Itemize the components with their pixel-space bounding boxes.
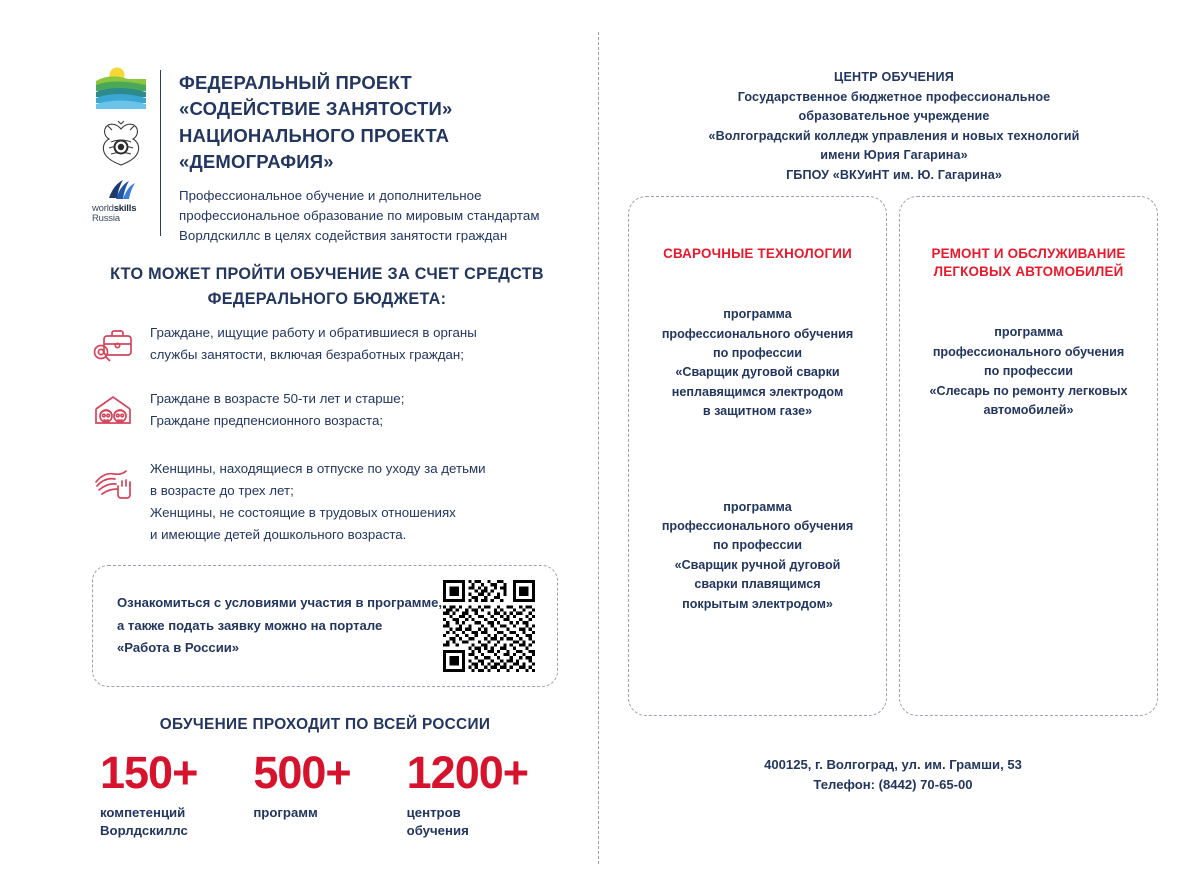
program-cards-row (628, 196, 1158, 716)
stat-number: 150+ (100, 747, 198, 798)
list-item-line: в возрасте до трех лет; (150, 483, 294, 499)
program-list (914, 323, 1143, 420)
worldskills-mark-icon (106, 178, 136, 202)
worldskills-country: Russia (92, 212, 120, 224)
brand-title-line: «СОДЕЙСТВИЕ ЗАНЯТОСТИ» (179, 98, 453, 120)
list-item-line: и имеющие детей дошкольного возраста. (150, 527, 407, 543)
list-item (92, 322, 562, 366)
training-center-line: образовательное учреждение (798, 109, 990, 124)
program-entry-line: неплавящимся электродом (671, 384, 844, 399)
qr-info-text (117, 592, 443, 660)
list-item (92, 458, 562, 546)
program-card-title-line: СВАРОЧНЫЕ ТЕХНОЛОГИИ (663, 246, 852, 261)
qr-info-box (92, 565, 558, 687)
elderly-couple-house-icon (92, 388, 148, 432)
stat-label-line: центров (406, 805, 461, 820)
stat-label (100, 804, 253, 841)
stat-label-line: компетенций (100, 805, 186, 820)
list-item-text (148, 458, 486, 546)
program-entry-line: «Слесарь по ремонту легковых (929, 383, 1128, 398)
program-entry-line: сварки плавящимся (694, 577, 821, 592)
brand-title (179, 70, 562, 175)
program-entry-line: программа (723, 499, 792, 514)
stat-label-line: Ворлдскиллс (100, 823, 188, 839)
stat-label-line: программ (253, 805, 318, 820)
list-item-line: Граждане в возрасте 50-ти лет и старше; (150, 391, 405, 407)
stat-centers (406, 747, 560, 841)
stat-number: 500+ (253, 747, 351, 798)
training-center-line: ГБПОУ «ВКУиНТ им. Ю. Гагарина» (786, 167, 1002, 182)
list-item-line: службы занятости, включая безработных граждан; (150, 347, 464, 363)
brand-title-line: ФЕДЕРАЛЬНЫЙ ПРОЕКТ (179, 72, 412, 93)
list-item-text (148, 322, 477, 366)
training-center-block (626, 68, 1162, 185)
eligibility-heading-line: ФЕДЕРАЛЬНОГО БЮДЖЕТА: (207, 290, 447, 309)
program-entry (914, 323, 1143, 420)
brand-subtitle-line: Профессиональное обучение и дополнительное (179, 188, 482, 204)
brand-text-block (161, 62, 562, 247)
brand-subtitle-line: Ворлдскиллс в целях содействия занятости граждан (179, 228, 508, 244)
program-list (643, 305, 872, 614)
stat-label (253, 804, 406, 822)
program-entry (643, 498, 872, 614)
list-item-line: Женщины, находящиеся в отпуске по уходу за детьми (150, 461, 486, 477)
stat-label-line: обучения (406, 823, 469, 839)
worldskills-word-light: world (92, 203, 114, 214)
program-entry-line: покрытым электродом» (682, 596, 833, 611)
program-entry-line: по профессии (984, 364, 1073, 379)
training-center-line: имени Юрия Гагарина» (820, 148, 968, 163)
program-entry-line: программа (994, 325, 1063, 340)
right-panel (598, 0, 1190, 895)
contact-phone: Телефон: (8442) 70-65-00 (813, 777, 973, 793)
list-item-line: Граждане предпенсионного возраста; (150, 413, 384, 429)
list-item (92, 388, 562, 432)
list-item-line: Женщины, не состоящие в трудовых отношениях (150, 505, 456, 521)
qr-info-line: а также подать заявку можно на портале (117, 617, 383, 633)
contact-address: 400125, г. Волгоград, ул. им. Грамши, 53 (764, 757, 1022, 772)
list-item-text (148, 388, 404, 432)
program-entry-line: «Сварщик ручной дуговой (674, 557, 841, 572)
program-card-title (643, 245, 872, 263)
program-entry-line: по профессии (713, 346, 802, 360)
program-entry-line: «Сварщик дуговой сварки (675, 365, 840, 380)
russian-coat-of-arms-logo (98, 120, 144, 168)
logo-stack (92, 62, 150, 247)
eligibility-list (92, 322, 562, 569)
program-card-car-repair (899, 196, 1158, 716)
program-entry-line: профессионального обучения (661, 326, 854, 341)
stat-label (407, 804, 560, 841)
brand-subtitle-line: профессиональное образование по мировым стандартам (179, 208, 540, 224)
program-entry (643, 305, 872, 421)
program-card-title (914, 245, 1143, 281)
training-center-details (626, 88, 1162, 186)
eligibility-heading (92, 262, 562, 312)
stat-competencies (100, 747, 253, 841)
qr-info-line: «Работа в России» (117, 640, 240, 656)
worldskills-word-bold: skills (113, 203, 137, 214)
program-card-welding (628, 196, 887, 716)
program-entry-line: автомобилей» (983, 403, 1074, 417)
eligibility-heading-line: КТО МОЖЕТ ПРОЙТИ ОБУЧЕНИЕ ЗА СЧЕТ СРЕДСТВ (110, 265, 544, 283)
program-entry-line: по профессии (713, 538, 802, 553)
qr-info-line: Ознакомиться с условиями участия в программе, (117, 595, 443, 611)
program-entry-line: программа (723, 307, 792, 322)
stats-row (100, 747, 560, 841)
brand-subtitle (179, 186, 562, 247)
stats-heading: ОБУЧЕНИЕ ПРОХОДИТ ПО ВСЕЙ РОССИИ (159, 716, 491, 733)
qr-code-icon[interactable] (443, 580, 535, 672)
brand-header (92, 62, 562, 247)
worldskills-wordmark (92, 204, 136, 223)
program-entry-line: в защитном газе» (702, 404, 813, 419)
program-entry-line: профессионального обучения (661, 518, 854, 533)
training-center-line: Государственное бюджетное профессиональное (737, 89, 1051, 104)
program-card-title-line: РЕМОНТ И ОБСЛУЖИВАНИЕ (931, 246, 1126, 261)
training-center-title: ЦЕНТР ОБУЧЕНИЯ (834, 70, 954, 84)
stat-number: 1200+ (406, 747, 529, 798)
brand-title-line: НАЦИОНАЛЬНОГО ПРОЕКТА «ДЕМОГРАФИЯ» (179, 124, 450, 172)
helping-hands-icon (92, 458, 148, 502)
training-center-line: «Волгоградский колледж управления и новых технологий (708, 128, 1080, 143)
program-entry-line: профессионального обучения (932, 344, 1125, 359)
list-item-line: Граждане, ищущие работу и обратившиеся в органы (150, 325, 477, 340)
briefcase-search-icon (92, 322, 148, 366)
stat-programs (253, 747, 406, 841)
contacts-block (628, 755, 1158, 796)
demography-national-project-logo (94, 64, 148, 110)
worldskills-russia-logo (92, 178, 150, 226)
program-card-title-line: ЛЕГКОВЫХ АВТОМОБИЛЕЙ (933, 264, 1124, 280)
